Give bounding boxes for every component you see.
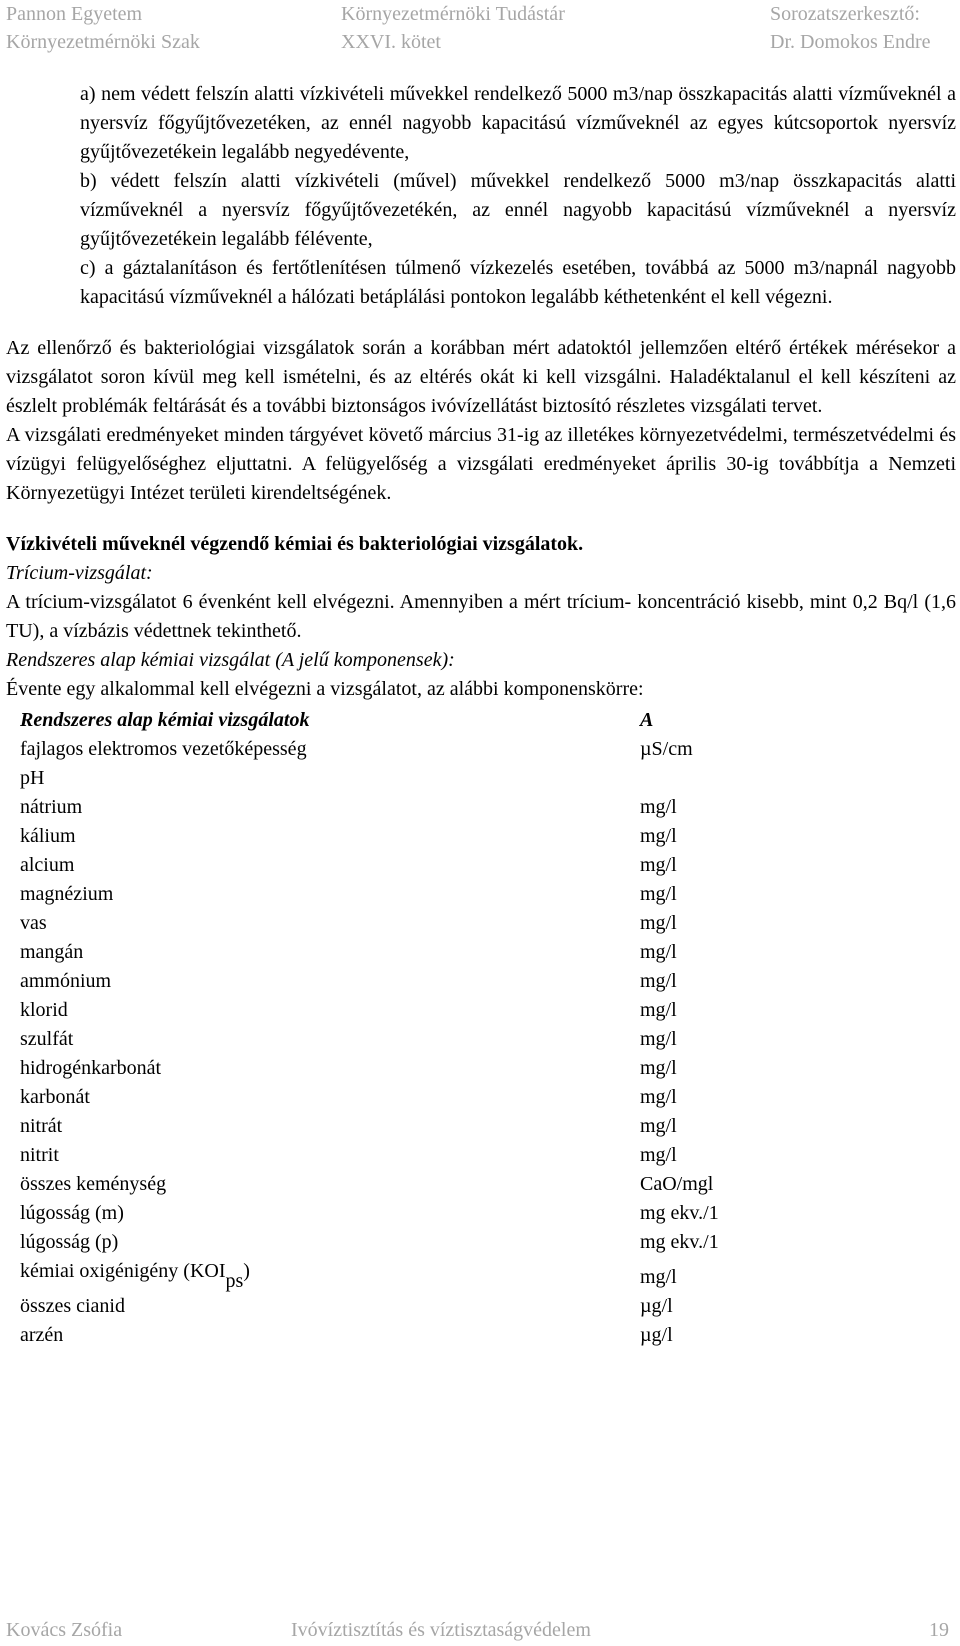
component-unit: mg/l bbox=[640, 941, 677, 963]
component-name: nátrium bbox=[20, 796, 83, 818]
list-item-c: c) a gáztalanításon és fertőtlenítésen túlmenő vízkezelés esetében, továbbá az 5000 m3/napnál nagyobb kapacitású vízműveknél a hálózati betáplálási pontokon legalább kéthetenként el kell végezni. bbox=[80, 257, 956, 308]
table-row bbox=[20, 851, 840, 880]
component-unit: mg/l bbox=[640, 1057, 677, 1079]
component-unit: mg ekv./1 bbox=[640, 1231, 719, 1253]
component-unit: mg/l bbox=[640, 1028, 677, 1050]
component-unit: mg/l bbox=[640, 970, 677, 992]
component-unit: µg/l bbox=[640, 1324, 673, 1346]
list-item-b: b) védett felszín alatti vízkivételi (művel) művekkel rendelkező 5000 m3/nap összkapacitás alatti vízműveknél a nyersvíz főgyűjtővezetékén, az ennél nagyobb kapacitású vízműveknél a nyersvíz gyűjtővezetékein legalább félévente, bbox=[80, 170, 956, 250]
table-row bbox=[20, 793, 840, 822]
component-unit bbox=[640, 764, 840, 793]
table-row bbox=[20, 764, 840, 793]
footer-author: Kovács Zsófia bbox=[6, 1619, 123, 1641]
table-row bbox=[20, 1199, 840, 1228]
component-unit: mg/l bbox=[640, 1144, 677, 1166]
paragraph-control-tests: Az ellenőrző és bakteriológiai vizsgálatok során a korábban mért adatoktól jellemzően eltérő értékek mérésekor a vizsgálatot soron kívül meg kell ismételni, és az eltérés okát ki kell vizsgálni. Haladéktalanul el kell készíteni az észlelt problémák feltárását és a további biztonságos ivóvízellátást biztosító részletes vizsgálati tervet. bbox=[6, 337, 956, 417]
component-name: karbonát bbox=[20, 1086, 90, 1108]
table-row bbox=[20, 1025, 840, 1054]
header-volume: XXVI. kötet bbox=[341, 31, 441, 53]
component-unit: µg/l bbox=[640, 1295, 673, 1317]
component-unit: mg/l bbox=[640, 796, 677, 818]
table-row bbox=[20, 909, 840, 938]
component-unit: CaO/mgl bbox=[640, 1173, 714, 1195]
component-name: hidrogénkarbonát bbox=[20, 1057, 162, 1079]
header-left bbox=[6, 0, 200, 56]
component-name: pH bbox=[20, 767, 45, 789]
component-unit: mg/l bbox=[640, 883, 677, 905]
table-header-row bbox=[20, 706, 840, 735]
table-header-unit: A bbox=[640, 709, 654, 731]
table-row bbox=[20, 1321, 840, 1350]
component-name: klorid bbox=[20, 999, 68, 1021]
component-unit: mg/l bbox=[640, 912, 677, 934]
table-row bbox=[20, 996, 840, 1025]
header-major: Környezetmérnöki Szak bbox=[6, 31, 200, 53]
table-row bbox=[20, 1257, 840, 1292]
header-right bbox=[770, 0, 931, 56]
table-row bbox=[20, 1112, 840, 1141]
component-name: lúgosság (m) bbox=[20, 1202, 124, 1224]
header-editor-name: Dr. Domokos Endre bbox=[770, 31, 931, 53]
section-title: Vízkivételi műveknél végzendő kémiai és bakteriológiai vizsgálatok. bbox=[6, 533, 584, 555]
tricium-heading: Trícium-vizsgálat: bbox=[6, 562, 153, 584]
component-unit: mg/l bbox=[640, 854, 677, 876]
component-unit: mg/l bbox=[640, 1086, 677, 1108]
header-center bbox=[341, 0, 565, 56]
component-unit: mg/l bbox=[640, 1115, 677, 1137]
document-body bbox=[6, 80, 956, 1350]
header-editor-label: Sorozatszerkesztő: bbox=[770, 3, 920, 25]
table-row bbox=[20, 1083, 840, 1112]
component-name: magnézium bbox=[20, 883, 114, 905]
component-unit: mg/l bbox=[640, 825, 677, 847]
component-name: összes cianid bbox=[20, 1295, 125, 1317]
component-name: arzén bbox=[20, 1324, 64, 1346]
table-row bbox=[20, 1228, 840, 1257]
table-row bbox=[20, 735, 840, 764]
component-name: összes keménység bbox=[20, 1173, 167, 1195]
component-unit: mg/l bbox=[640, 1266, 677, 1288]
page-header bbox=[0, 0, 960, 56]
alap-heading: Rendszeres alap kémiai vizsgálat (A jelű komponensek): bbox=[6, 649, 455, 671]
koi-subscript: ps bbox=[225, 1270, 244, 1292]
tricium-text: A trícium-vizsgálatot 6 évenként kell elvégezni. Amennyiben a mért trícium- koncentráció kisebb, mint 0,2 Bq/l (1,6 TU), a vízbázis védettnek tekinthető. bbox=[6, 591, 956, 642]
component-name: nitrit bbox=[20, 1144, 59, 1166]
table-row bbox=[20, 822, 840, 851]
list-item-a: a) nem védett felszín alatti vízkivételi művekkel rendelkező 5000 m3/nap összkapacitás alatti vízműveknél a nyersvíz főgyűjtővezetéken, az ennél nagyobb kapacitású vízműveknél az egyes kútcsoportok nyersvíz gyűjtővezetékein legalább negyedévente, bbox=[80, 83, 956, 163]
table-row bbox=[20, 938, 840, 967]
components-table bbox=[20, 706, 840, 1350]
component-unit: mg ekv./1 bbox=[640, 1202, 719, 1224]
table-row bbox=[20, 967, 840, 996]
table-row bbox=[20, 1054, 840, 1083]
header-series: Környezetmérnöki Tudástár bbox=[341, 3, 565, 25]
koi-label: kémiai oxigénigény (KOI bbox=[20, 1260, 226, 1282]
table-row bbox=[20, 1141, 840, 1170]
component-unit: mg/l bbox=[640, 999, 677, 1021]
component-name: kálium bbox=[20, 825, 76, 847]
alap-text: Évente egy alkalommal kell elvégezni a vizsgálatot, az alábbi komponenskörre: bbox=[6, 678, 644, 700]
component-name: szulfát bbox=[20, 1028, 74, 1050]
table-header-name: Rendszeres alap kémiai vizsgálatok bbox=[20, 709, 310, 731]
component-name: alcium bbox=[20, 854, 75, 876]
table-row bbox=[20, 1170, 840, 1199]
component-name bbox=[20, 1257, 640, 1292]
paragraph-results-submission: A vizsgálati eredményeket minden tárgyévet követő március 31-ig az illetékes környezetvédelmi, természetvédelmi és vízügyi felügyelőséghez eljuttatni. A felügyelőség a vizsgálati eredményeket április 30-ig továbbítja a Nemzeti Környezetügyi Intézet területi kirendeltségének. bbox=[6, 424, 956, 504]
table-row bbox=[20, 880, 840, 909]
footer-title: Ivóvíztisztítás és víztisztaságvédelem bbox=[291, 1619, 591, 1641]
footer-page-number: 19 bbox=[929, 1619, 949, 1641]
component-name: nitrát bbox=[20, 1115, 63, 1137]
component-unit: µS/cm bbox=[640, 738, 693, 760]
header-university: Pannon Egyetem bbox=[6, 3, 143, 25]
page-footer bbox=[0, 1616, 960, 1646]
koi-close-paren: ) bbox=[243, 1260, 250, 1282]
component-name: ammónium bbox=[20, 970, 112, 992]
component-name: vas bbox=[20, 912, 47, 934]
component-name: lúgosság (p) bbox=[20, 1231, 119, 1253]
component-name: fajlagos elektromos vezetőképesség bbox=[20, 738, 307, 760]
sampling-list bbox=[6, 80, 956, 312]
component-name: mangán bbox=[20, 941, 84, 963]
table-row bbox=[20, 1292, 840, 1321]
